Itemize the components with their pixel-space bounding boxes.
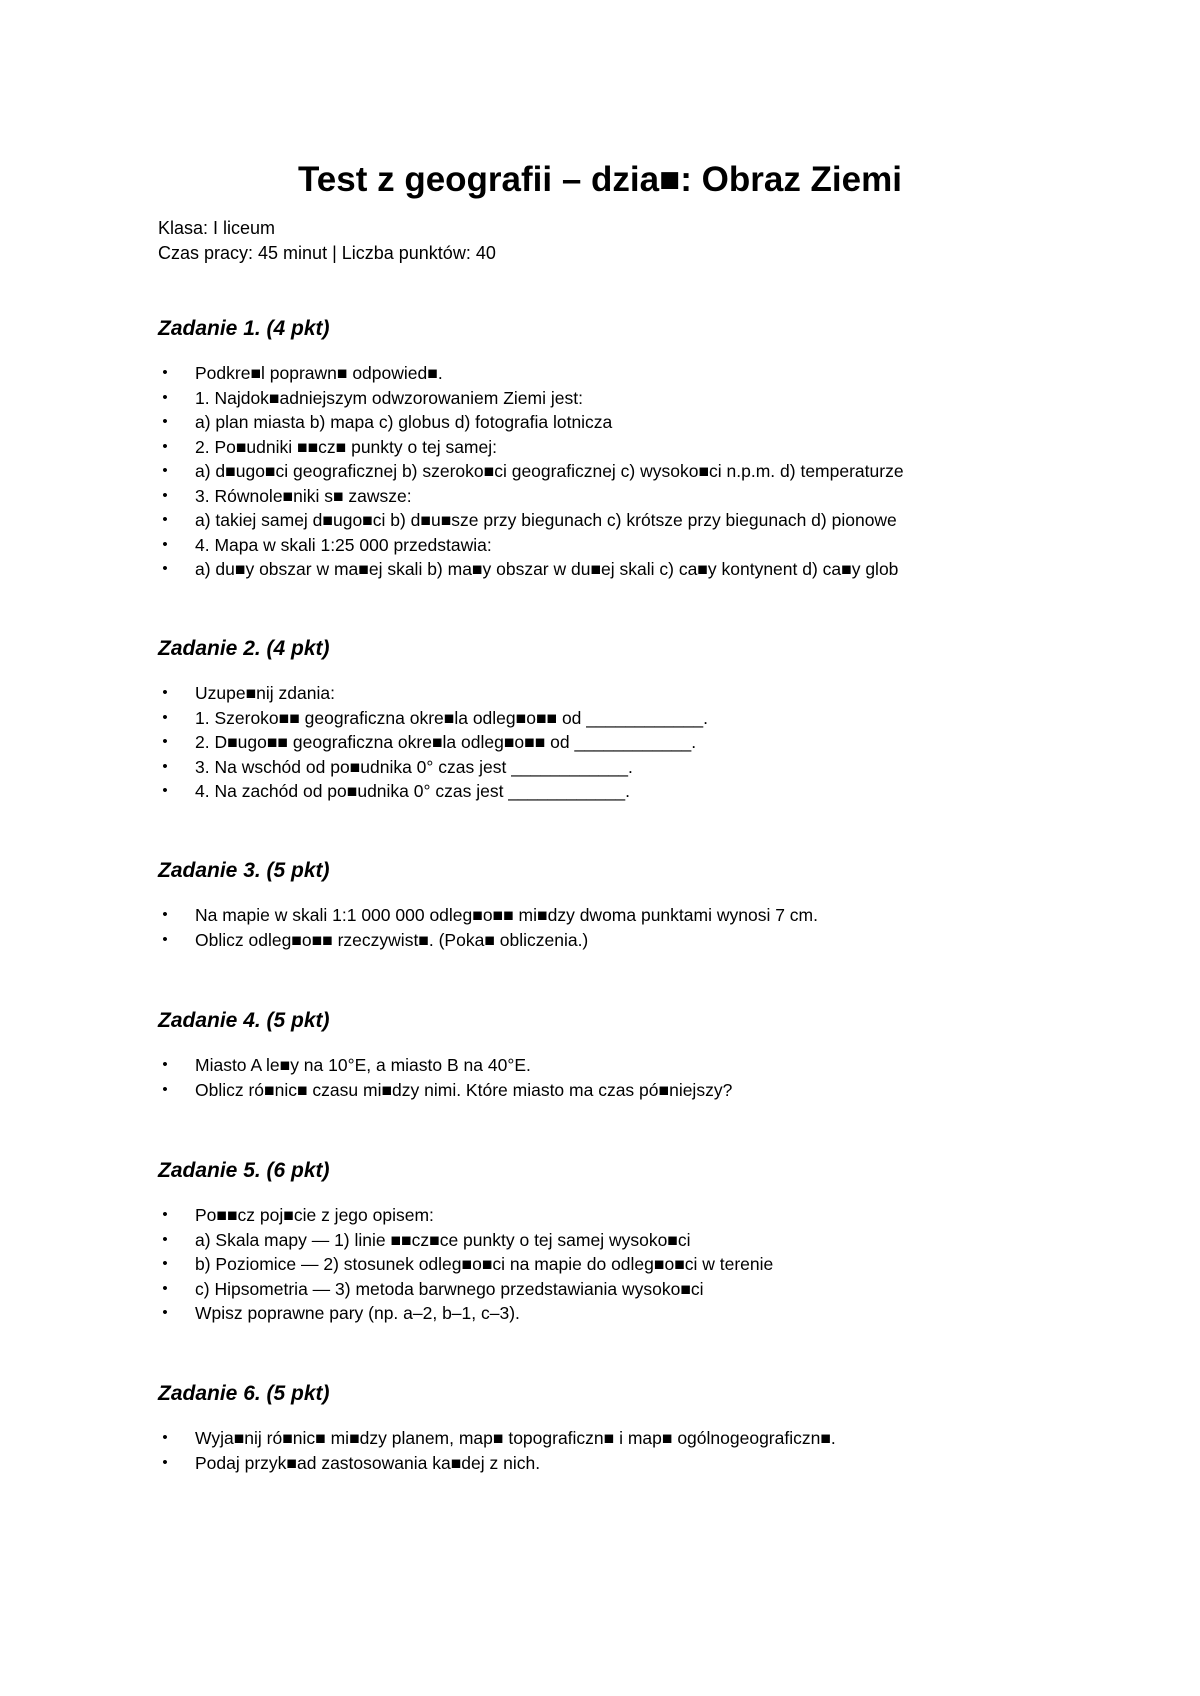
list-item (158, 1203, 1058, 1228)
bullet-icon: • (162, 708, 168, 726)
bullet-icon: • (162, 560, 168, 577)
bullet-icon: • (162, 930, 168, 948)
list-item-text: Podkre■l poprawn■ odpowied■. (195, 363, 443, 383)
time-and-points-info: Czas pracy: 45 minut | Liczba punktów: 40 (158, 243, 496, 263)
list-item-text: Na mapie w skali 1:1 000 000 odleg■o■■ mi■dzy dwoma punktami wynosi 7 cm. (195, 905, 818, 925)
bullet-icon: • (162, 757, 168, 775)
bullet-icon: • (162, 1080, 168, 1098)
list-item (158, 779, 1058, 804)
list-item-text: Uzupe■nij zdania: (195, 683, 335, 703)
list-item (158, 755, 1058, 780)
task-1-section (158, 315, 1058, 582)
task-4-heading: Zadanie 4. (5 pkt) (158, 1009, 330, 1032)
task-6-section (158, 1380, 1058, 1475)
list-item (158, 1426, 1058, 1451)
list-item-text: 1. Szeroko■■ geograficzna okre■la odleg■o■■ od ____________. (195, 707, 708, 728)
list-item (158, 484, 1058, 509)
list-item-text: 3. Na wschód od po■udnika 0° czas jest ____________. (195, 756, 633, 777)
task-4-section (158, 1007, 1058, 1102)
list-item (158, 928, 1058, 953)
bullet-icon: • (162, 1255, 168, 1272)
list-item (158, 1277, 1058, 1302)
list-item (158, 435, 1058, 460)
list-item (158, 386, 1058, 411)
list-item-text: a) plan miasta b) mapa c) globus d) fotografia lotnicza (195, 412, 613, 432)
task-5-section (158, 1157, 1058, 1326)
list-item-text: a) takiej samej d■ugo■ci b) d■u■sze przy biegunach c) krótsze przy biegunach d) pionowe (195, 510, 897, 530)
bullet-icon: • (162, 1230, 168, 1248)
bullet-icon: • (162, 1429, 168, 1446)
list-item (158, 903, 1058, 928)
task-1-heading: Zadanie 1. (4 pkt) (158, 317, 330, 340)
list-item-text: Wyja■nij ró■nic■ mi■dzy planem, map■ topograficzn■ i map■ ogólnogeograficzn■. (195, 1428, 836, 1448)
bullet-icon: • (162, 906, 168, 923)
list-item-text: Miasto A le■y na 10°E, a miasto B na 40°E. (195, 1055, 531, 1075)
list-item-text: a) Skala mapy — 1) linie ■■cz■ce punkty o tej samej wysoko■ci (195, 1229, 691, 1250)
page-title: Test z geografii – dzia■: Obraz Ziemi (298, 160, 902, 199)
list-item-text: a) d■ugo■ci geograficznej b) szeroko■ci geograficznej c) wysoko■ci n.p.m. d) temperaturze (195, 461, 904, 481)
list-item (158, 1228, 1058, 1253)
bullet-icon: • (162, 364, 168, 381)
list-item (158, 730, 1058, 755)
bullet-icon: • (162, 1206, 168, 1223)
list-item (158, 706, 1058, 731)
bullet-icon: • (162, 511, 168, 528)
task-4-list (158, 1053, 1058, 1102)
task-5-list (158, 1203, 1058, 1326)
bullet-icon: • (162, 1304, 168, 1321)
bullet-icon: • (162, 535, 168, 553)
list-item (158, 1078, 1058, 1103)
task-2-section (158, 635, 1058, 804)
bullet-icon: • (162, 486, 168, 504)
task-3-list (158, 903, 1058, 952)
list-item-text: b) Poziomice — 2) stosunek odleg■o■ci na mapie do odleg■o■ci w terenie (195, 1254, 774, 1274)
bullet-icon: • (162, 1056, 168, 1073)
task-2-list (158, 681, 1058, 804)
bullet-icon: • (162, 782, 168, 799)
list-item (158, 410, 1058, 435)
bullet-icon: • (162, 1453, 168, 1471)
list-item (158, 1053, 1058, 1078)
task-2-heading: Zadanie 2. (4 pkt) (158, 637, 330, 660)
list-item-text: 4. Mapa w skali 1:25 000 przedstawia: (195, 534, 492, 555)
list-item (158, 681, 1058, 706)
list-item-text: 2. Po■udniki ■■cz■ punkty o tej samej: (195, 436, 497, 457)
list-item (158, 1301, 1058, 1326)
task-3-heading: Zadanie 3. (5 pkt) (158, 859, 330, 882)
list-item (158, 361, 1058, 386)
list-item (158, 459, 1058, 484)
bullet-icon: • (162, 437, 168, 455)
test-meta (158, 216, 496, 266)
list-item-text: Oblicz odleg■o■■ rzeczywist■. (Poka■ obliczenia.) (195, 929, 589, 950)
bullet-icon: • (162, 462, 168, 479)
list-item (158, 1451, 1058, 1476)
task-1-list (158, 361, 1058, 582)
list-item-text: a) du■y obszar w ma■ej skali b) ma■y obszar w du■ej skali c) ca■y kontynent d) ca■y glob (195, 559, 899, 579)
class-info: Klasa: I liceum (158, 218, 276, 238)
task-3-section (158, 857, 1058, 952)
list-item (158, 533, 1058, 558)
list-item (158, 508, 1058, 533)
list-item-text: Oblicz ró■nic■ czasu mi■dzy nimi. Które miasto ma czas pó■niejszy? (195, 1079, 733, 1100)
list-item-text: c) Hipsometria — 3) metoda barwnego przedstawiania wysoko■ci (195, 1278, 704, 1299)
task-5-heading: Zadanie 5. (6 pkt) (158, 1159, 330, 1182)
list-item-text: 2. D■ugo■■ geograficzna okre■la odleg■o■■ od ____________. (195, 732, 697, 752)
bullet-icon: • (162, 684, 168, 701)
list-item-text: Po■■cz poj■cie z jego opisem: (195, 1205, 434, 1225)
list-item-text: 1. Najdok■adniejszym odwzorowaniem Ziemi jest: (195, 387, 583, 408)
task-6-list (158, 1426, 1058, 1475)
list-item-text: Wpisz poprawne pary (np. a–2, b–1, c–3). (195, 1303, 520, 1323)
bullet-icon: • (162, 388, 168, 406)
list-item-text: 3. Równole■niki s■ zawsze: (195, 485, 412, 506)
task-6-heading: Zadanie 6. (5 pkt) (158, 1382, 330, 1405)
list-item (158, 557, 1058, 582)
bullet-icon: • (162, 1279, 168, 1297)
list-item-text: Podaj przyk■ad zastosowania ka■dej z nich. (195, 1452, 541, 1473)
list-item (158, 1252, 1058, 1277)
bullet-icon: • (162, 733, 168, 750)
list-item-text: 4. Na zachód od po■udnika 0° czas jest ____________. (195, 781, 630, 801)
bullet-icon: • (162, 413, 168, 430)
